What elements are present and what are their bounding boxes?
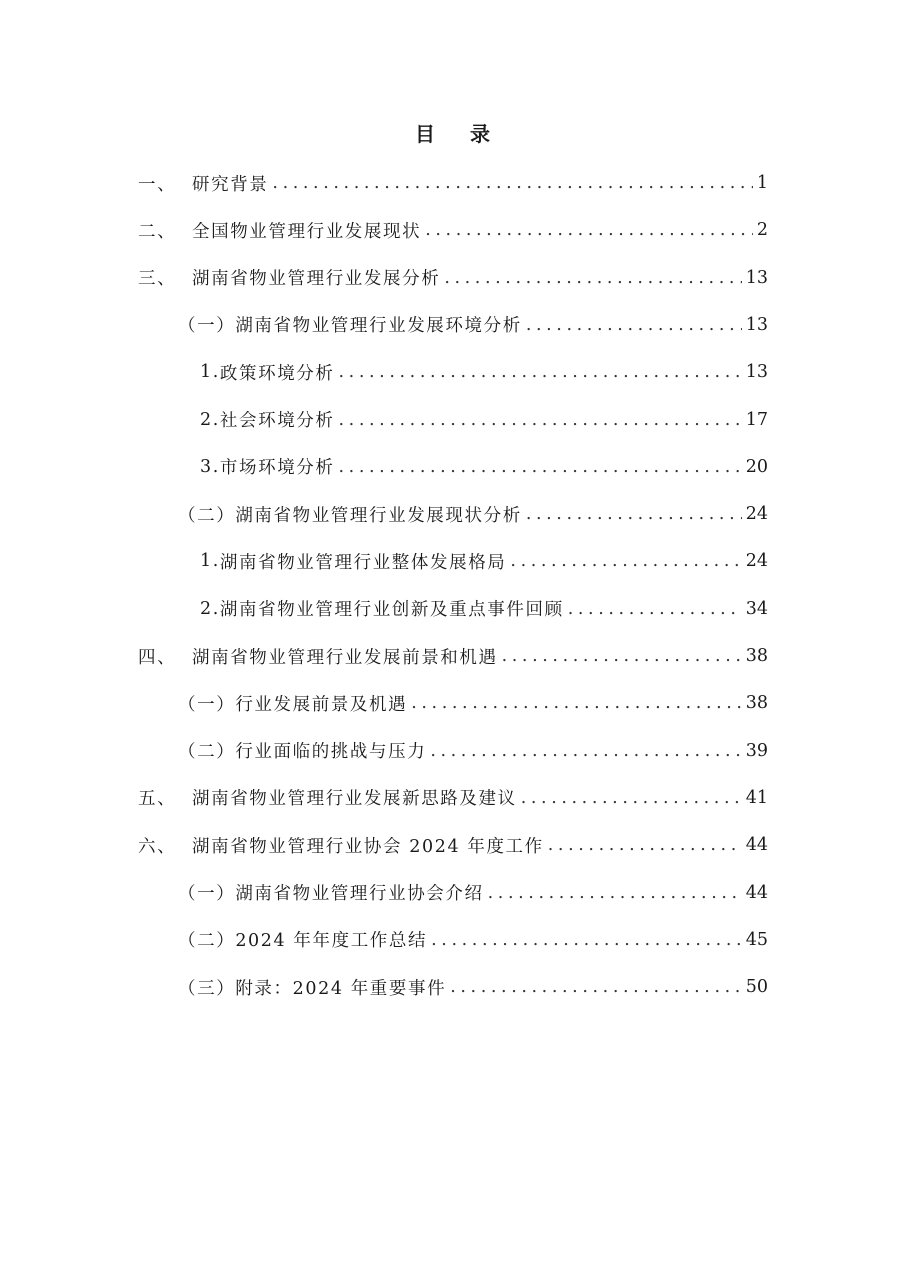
toc-entry[interactable] — [0, 828, 768, 862]
toc-entry-page-number: 34 — [745, 598, 768, 619]
toc-title: 目 录 — [415, 122, 504, 146]
toc-entry-page-number: 20 — [745, 456, 768, 477]
dot-leader — [425, 213, 753, 247]
toc-entry-number: 1. — [200, 551, 220, 572]
toc-entry-page-number: 44 — [745, 882, 768, 903]
toc-entry[interactable] — [0, 213, 768, 247]
toc-entry-number: （三） — [178, 978, 236, 999]
toc-entry-title: 湖南省物业管理行业发展分析 — [192, 269, 441, 290]
toc-entry-number: 1. — [200, 362, 220, 383]
toc-entry-title: 湖南省物业管理行业发展新思路及建议 — [192, 789, 517, 810]
toc-entry[interactable] — [0, 403, 768, 437]
toc-entry-number: 四、 — [138, 647, 177, 668]
toc-entry-page-number: 24 — [745, 551, 768, 572]
toc-entry-title: 湖南省物业管理行业发展前景和机遇 — [192, 647, 498, 668]
dot-leader — [450, 970, 742, 1004]
toc-entry-page-number: 50 — [745, 977, 768, 998]
toc-entry-title: 湖南省物业管理行业创新及重点事件回顾 — [219, 600, 564, 621]
toc-entry[interactable] — [0, 592, 768, 626]
toc-entry-title: 政策环境分析 — [219, 363, 335, 384]
dot-leader — [339, 355, 742, 389]
toc-entry-number: （一） — [178, 884, 236, 904]
dot-leader — [431, 923, 742, 957]
toc-entry-number: （二） — [178, 931, 236, 952]
toc-entry-title: 湖南省物业管理行业协会介绍 — [235, 884, 484, 904]
toc-entry-title: 2024 年年度工作总结 — [235, 931, 428, 952]
toc-entry-title: 湖南省物业管理行业整体发展格局 — [219, 552, 507, 573]
toc-entry[interactable] — [0, 450, 768, 484]
toc-entry-page-number: 45 — [745, 929, 768, 950]
toc-entry-number: （一） — [178, 694, 236, 715]
toc-entry[interactable] — [0, 544, 768, 578]
dot-leader — [339, 450, 742, 484]
toc-entry[interactable] — [0, 355, 768, 389]
toc-entry-number: 五、 — [138, 789, 177, 810]
toc-entry-page-number: 39 — [745, 740, 768, 761]
toc-entry-page-number: 2 — [756, 220, 768, 241]
toc-entry-number: 六、 — [138, 836, 177, 857]
toc-entry-page-number: 13 — [745, 362, 768, 383]
toc-entry-page-number: 38 — [745, 693, 768, 714]
toc-entry-number: 一、 — [138, 174, 177, 195]
toc-entry-page-number: 38 — [745, 646, 768, 666]
toc-entry-page-number: 24 — [745, 504, 768, 525]
toc-entry-title: 附录：2024 年重要事件 — [235, 978, 447, 999]
toc-entry-page-number: 13 — [745, 314, 768, 335]
dot-leader — [510, 544, 741, 578]
dot-leader — [502, 639, 742, 673]
dot-leader — [411, 686, 742, 720]
toc-entry-number: （一） — [178, 316, 236, 337]
toc-entry[interactable] — [0, 166, 768, 200]
toc-entry-page-number: 1 — [756, 173, 768, 193]
toc-entry-title: 研究背景 — [192, 174, 269, 195]
dot-leader — [444, 261, 741, 295]
toc-entry[interactable] — [0, 970, 768, 1004]
toc-entry-title: 湖南省物业管理行业发展环境分析 — [235, 316, 522, 337]
toc-entry-number: （二） — [178, 505, 236, 526]
toc-entry[interactable] — [0, 923, 768, 957]
toc-entry-page-number: 17 — [745, 409, 768, 430]
toc-entry[interactable] — [0, 876, 768, 910]
dot-leader — [526, 308, 742, 342]
toc-entry-number: 二、 — [138, 221, 177, 242]
toc-entry-page-number: 44 — [745, 835, 768, 856]
dot-leader — [339, 403, 742, 437]
toc-entry[interactable] — [0, 639, 768, 673]
toc-entry-title: 行业发展前景及机遇 — [235, 694, 408, 715]
toc-entry-title: 社会环境分析 — [219, 411, 335, 431]
toc-entry[interactable] — [0, 781, 768, 815]
toc-entry[interactable] — [0, 261, 768, 295]
dot-leader — [488, 876, 742, 910]
toc-entry-title: 市场环境分析 — [219, 458, 335, 479]
toc-entry-title: 全国物业管理行业发展现状 — [192, 221, 422, 242]
toc-entry-number: 三、 — [138, 269, 177, 290]
toc-entry-page-number: 13 — [745, 267, 768, 288]
toc-entry-page-number: 41 — [745, 787, 768, 808]
toc-entry-number: （二） — [178, 742, 236, 763]
dot-leader — [272, 166, 752, 200]
toc-entry-number: 3. — [200, 456, 220, 477]
toc-entry-number: 2. — [200, 598, 220, 619]
dot-leader — [548, 828, 742, 862]
dot-leader — [430, 734, 741, 768]
toc-entry-title: 行业面临的挑战与压力 — [235, 742, 427, 763]
dot-leader — [568, 592, 742, 626]
toc-entry-title: 湖南省物业管理行业发展现状分析 — [235, 505, 522, 526]
toc-entry[interactable] — [0, 734, 768, 768]
toc-entry-title: 湖南省物业管理行业协会 2024 年度工作 — [192, 836, 544, 857]
toc-entry[interactable] — [0, 686, 768, 720]
toc-entry-number: 2. — [200, 409, 220, 430]
dot-leader — [521, 781, 742, 815]
toc-entry[interactable] — [0, 308, 768, 342]
dot-leader — [526, 497, 742, 531]
toc-entry[interactable] — [0, 497, 768, 531]
